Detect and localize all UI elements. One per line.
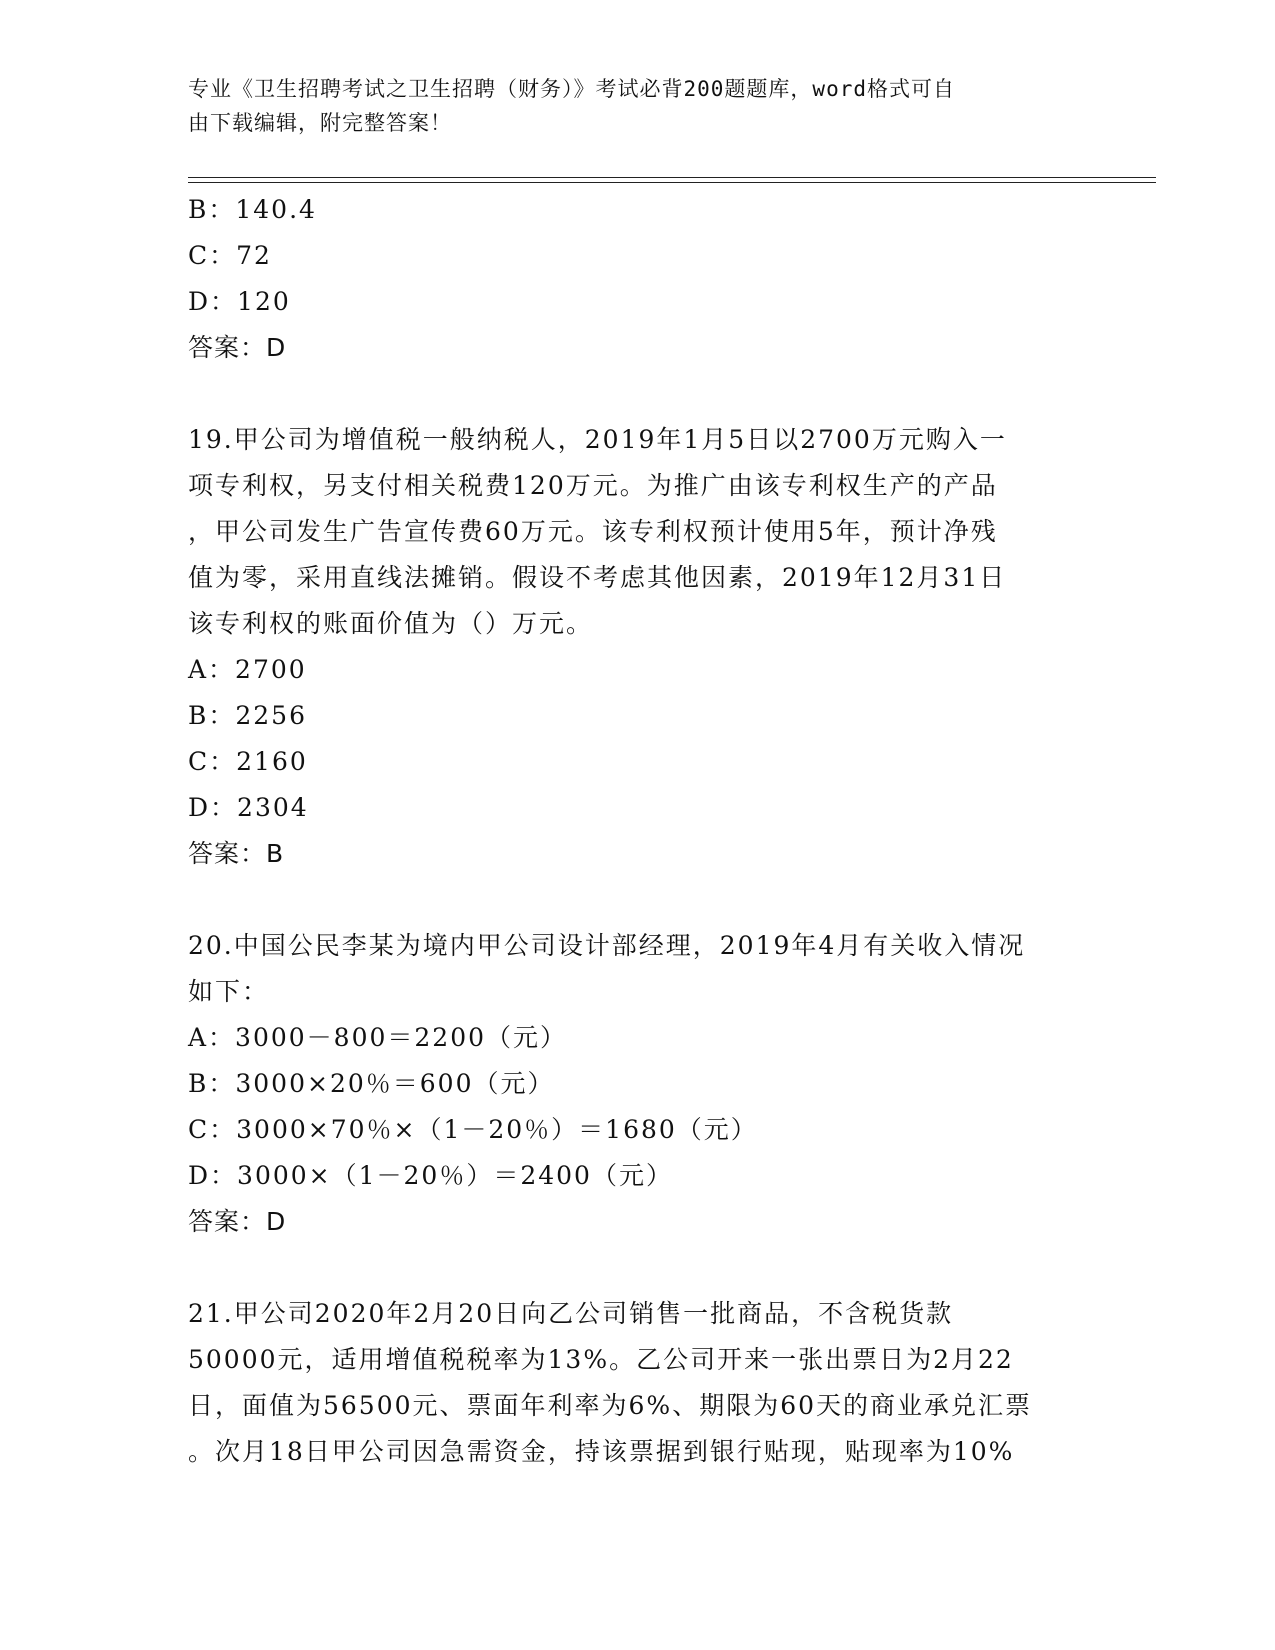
option-b: B：3000×20％＝600（元） [188,1069,555,1098]
option-d: D：2304 [188,793,309,822]
option-d: D：120 [188,287,291,316]
header-divider-bottom [188,182,1156,183]
option-c: C：3000×70％×（1－20％）＝1680（元） [188,1115,758,1144]
question-text-line: 值为零，采用直线法摊销。假设不考虑其他因素，2019年12月31日 [188,563,1007,592]
question-text-line: 日，面值为56500元、票面年利率为6%、期限为60天的商业承兑汇票 [188,1391,1033,1420]
answer-line: 答案：D [188,1207,287,1236]
prev-question-block [188,187,1088,371]
answer-line: 答案：B [188,839,285,868]
question-20-block [188,923,1088,1245]
option-c: C：2160 [188,747,308,776]
question-text-line: 项专利权，另支付相关税费120万元。为推广由该专利权生产的产品 [188,471,998,500]
question-text-line: 50000元，适用增值税税率为13%。乙公司开来一张出票日为2月22 [188,1345,1014,1374]
question-text-line: 。次月18日甲公司因急需资金，持该票据到银行贴现，贴现率为10% [188,1437,1015,1466]
header-title-line-1: 专业《卫生招聘考试之卫生招聘（财务）》考试必背200题题库，word格式可自 [188,77,955,101]
option-a: A：2700 [188,655,307,684]
spacer [188,1245,1088,1291]
option-b: B：2256 [188,701,307,730]
question-text-line: 19.甲公司为增值税一般纳税人，2019年1月5日以2700万元购入一 [188,425,1007,454]
question-21-block [188,1291,1088,1475]
question-text-line: 21.甲公司2020年2月20日向乙公司销售一批商品，不含税货款 [188,1299,954,1328]
header-divider-top [188,177,1156,178]
spacer [188,877,1088,923]
option-b: B：140.4 [188,195,317,224]
option-a: A：3000－800＝2200（元） [188,1023,568,1052]
answer-line: 答案：D [188,333,287,362]
option-d: D：3000×（1－20％）＝2400（元） [188,1161,673,1190]
question-text-line: 该专利权的账面价值为（）万元。 [188,609,594,638]
question-content [188,187,1088,1475]
header-title-line-2: 由下载编辑，附完整答案！ [188,111,452,135]
question-text-line: 如下： [188,977,270,1006]
spacer [188,371,1088,417]
question-19-block [188,417,1088,877]
question-text-line: 20.中国公民李某为境内甲公司设计部经理，2019年4月有关收入情况 [188,931,1026,960]
page-header [188,72,1068,140]
question-text-line: ，甲公司发生广告宣传费60万元。该专利权预计使用5年，预计净残 [188,517,998,546]
option-c: C：72 [188,241,272,270]
